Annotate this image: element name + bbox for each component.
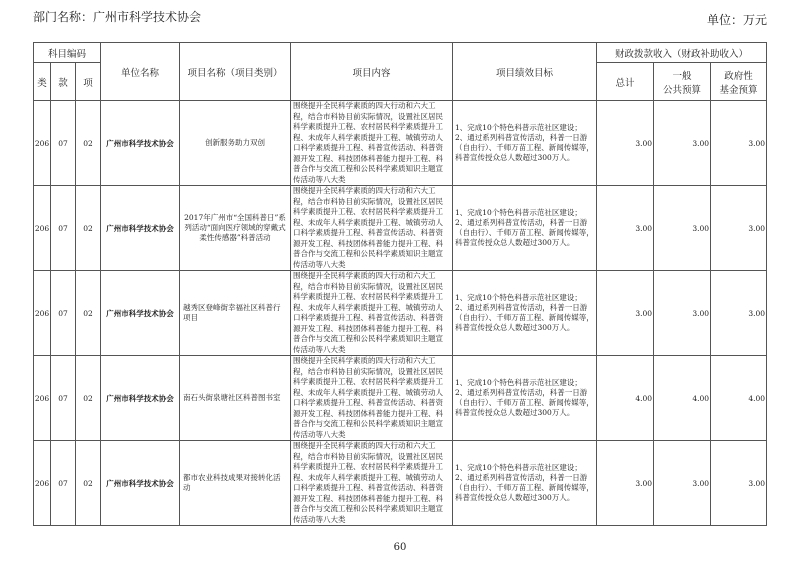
financial-income-header: 财政拨款收入（财政补助收入） bbox=[597, 43, 767, 63]
total-cell: 3.00 bbox=[597, 186, 654, 271]
lei-cell: 206 bbox=[34, 271, 51, 356]
total-cell: 3.00 bbox=[597, 441, 654, 526]
budget-table bbox=[33, 42, 767, 526]
project-cell: 创新服务助力双创 bbox=[180, 101, 291, 186]
fund-cell: 3.00 bbox=[711, 101, 767, 186]
page-number: 60 bbox=[393, 542, 407, 553]
table-row bbox=[34, 271, 767, 356]
general-cell: 3.00 bbox=[654, 186, 711, 271]
project-cell: 都市农业科技成果对接转化活动 bbox=[180, 441, 291, 526]
goal-cell: 1、完成10个特色科普示范社区建设；2、通过系列科普宣传活动，科普一日游（自由行）、千师万苗工程、新闻传媒等，科普宣传授众总人数超过300万人。 bbox=[453, 186, 597, 271]
goal-cell: 1、完成10个特色科普示范社区建设；2、通过系列科普宣传活动，科普一日游（自由行）、千师万苗工程、新闻传媒等，科普宣传授众总人数超过300万人。 bbox=[453, 356, 597, 441]
kuan-cell: 07 bbox=[51, 271, 76, 356]
total-cell: 4.00 bbox=[597, 356, 654, 441]
xiang-cell: 02 bbox=[76, 101, 101, 186]
content-cell: 围绕提升全民科学素质的四大行动和六大工程，结合市科协目前实际情况，设置社区居民科学素质提升工程、农村居民科学素质提升工程、未成年人科学素质提升工程、城镇劳动人口科学素质提升工程、科普宣传活动、科普资源开发工程、科技团体科普能力提升工程、科普合作与交流工程和公民科学素质知识主题宣传活动等八大类 bbox=[291, 101, 453, 186]
project-cell: 越秀区登峰街幸福社区科普行项目 bbox=[180, 271, 291, 356]
total-cell: 3.00 bbox=[597, 101, 654, 186]
general-cell: 3.00 bbox=[654, 441, 711, 526]
fund-budget-header: 政府性 基金预算 bbox=[711, 63, 767, 101]
general-cell: 3.00 bbox=[654, 101, 711, 186]
goal-cell: 1、完成10个特色科普示范社区建设；2、通过系列科普宣传活动，科普一日游（自由行）、千师万苗工程、新闻传媒等，科普宣传授众总人数超过300万人。 bbox=[453, 101, 597, 186]
table-row bbox=[34, 186, 767, 271]
project-cell: 2017年广州市“全国科普日”系列活动“面向医疗领域的穿戴式柔性传感器”科普活动 bbox=[180, 186, 291, 271]
table-row bbox=[34, 441, 767, 526]
total-cell: 3.00 bbox=[597, 271, 654, 356]
kuan-cell: 07 bbox=[51, 441, 76, 526]
lei-cell: 206 bbox=[34, 441, 51, 526]
lei-cell: 206 bbox=[34, 101, 51, 186]
xiang-header: 项 bbox=[76, 63, 101, 101]
fund-cell: 3.00 bbox=[711, 186, 767, 271]
page-header bbox=[33, 6, 767, 28]
kuan-cell: 07 bbox=[51, 356, 76, 441]
content-cell: 围绕提升全民科学素质的四大行动和六大工程，结合市科协目前实际情况，设置社区居民科学素质提升工程、农村居民科学素质提升工程、未成年人科学素质提升工程、城镇劳动人口科学素质提升工程、科普宣传活动、科普资源开发工程、科技团体科普能力提升工程、科普合作与交流工程和公民科学素质知识主题宣传活动等八大类 bbox=[291, 356, 453, 441]
total-header: 总计 bbox=[597, 63, 654, 101]
project-content-header: 项目内容 bbox=[291, 43, 453, 101]
xiang-cell: 02 bbox=[76, 356, 101, 441]
table-row bbox=[34, 356, 767, 441]
content-cell: 围绕提升全民科学素质的四大行动和六大工程，结合市科协目前实际情况，设置社区居民科学素质提升工程、农村居民科学素质提升工程、未成年人科学素质提升工程、城镇劳动人口科学素质提升工程、科普宣传活动、科普资源开发工程、科技团体科普能力提升工程、科普合作与交流工程和公民科学素质知识主题宣传活动等八大类 bbox=[291, 186, 453, 271]
project-name-header: 项目名称（项目类别） bbox=[180, 43, 291, 101]
kuan-header: 款 bbox=[51, 63, 76, 101]
general-cell: 3.00 bbox=[654, 271, 711, 356]
content-cell: 围绕提升全民科学素质的四大行动和六大工程，结合市科协目前实际情况，设置社区居民科学素质提升工程、农村居民科学素质提升工程、未成年人科学素质提升工程、城镇劳动人口科学素质提升工程、科普宣传活动、科普资源开发工程、科技团体科普能力提升工程、科普合作与交流工程和公民科学素质知识主题宣传活动等八大类 bbox=[291, 441, 453, 526]
goal-cell: 1、完成10个特色科普示范社区建设；2、通过系列科普宣传活动，科普一日游（自由行）、千师万苗工程、新闻传媒等，科普宣传授众总人数超过300万人。 bbox=[453, 271, 597, 356]
kuan-cell: 07 bbox=[51, 186, 76, 271]
fund-cell: 3.00 bbox=[711, 271, 767, 356]
fund-cell: 4.00 bbox=[711, 356, 767, 441]
performance-goal-header: 项目绩效目标 bbox=[453, 43, 597, 101]
unit-name-header: 单位名称 bbox=[101, 43, 180, 101]
department-name: 部门名称：广州市科学技术协会 bbox=[33, 10, 202, 24]
content-cell: 围绕提升全民科学素质的四大行动和六大工程，结合市科协目前实际情况，设置社区居民科学素质提升工程、农村居民科学素质提升工程、未成年人科学素质提升工程、城镇劳动人口科学素质提升工程、科普宣传活动、科普资源开发工程、科技团体科普能力提升工程、科普合作与交流工程和公民科学素质知识主题宣传活动等八大类 bbox=[291, 271, 453, 356]
xiang-cell: 02 bbox=[76, 271, 101, 356]
unit-cell: 广州市科学技术协会 bbox=[101, 271, 180, 356]
fund-cell: 3.00 bbox=[711, 441, 767, 526]
unit-cell: 广州市科学技术协会 bbox=[101, 186, 180, 271]
lei-cell: 206 bbox=[34, 186, 51, 271]
general-budget-header: 一般 公共预算 bbox=[654, 63, 711, 101]
general-cell: 4.00 bbox=[654, 356, 711, 441]
goal-cell: 1、完成10个特色科普示范社区建设；2、通过系列科普宣传活动，科普一日游（自由行）、千师万苗工程、新闻传媒等，科普宣传授众总人数超过300万人。 bbox=[453, 441, 597, 526]
unit-label: 单位：万元 bbox=[706, 13, 767, 27]
xiang-cell: 02 bbox=[76, 186, 101, 271]
lei-header: 类 bbox=[34, 63, 51, 101]
xiang-cell: 02 bbox=[76, 441, 101, 526]
kuan-cell: 07 bbox=[51, 101, 76, 186]
table-row bbox=[34, 101, 767, 186]
unit-cell: 广州市科学技术协会 bbox=[101, 356, 180, 441]
project-cell: 南石头街泉塘社区科普图书室 bbox=[180, 356, 291, 441]
unit-cell: 广州市科学技术协会 bbox=[101, 441, 180, 526]
subject-code-header: 科目编码 bbox=[34, 43, 101, 63]
lei-cell: 206 bbox=[34, 356, 51, 441]
unit-cell: 广州市科学技术协会 bbox=[101, 101, 180, 186]
